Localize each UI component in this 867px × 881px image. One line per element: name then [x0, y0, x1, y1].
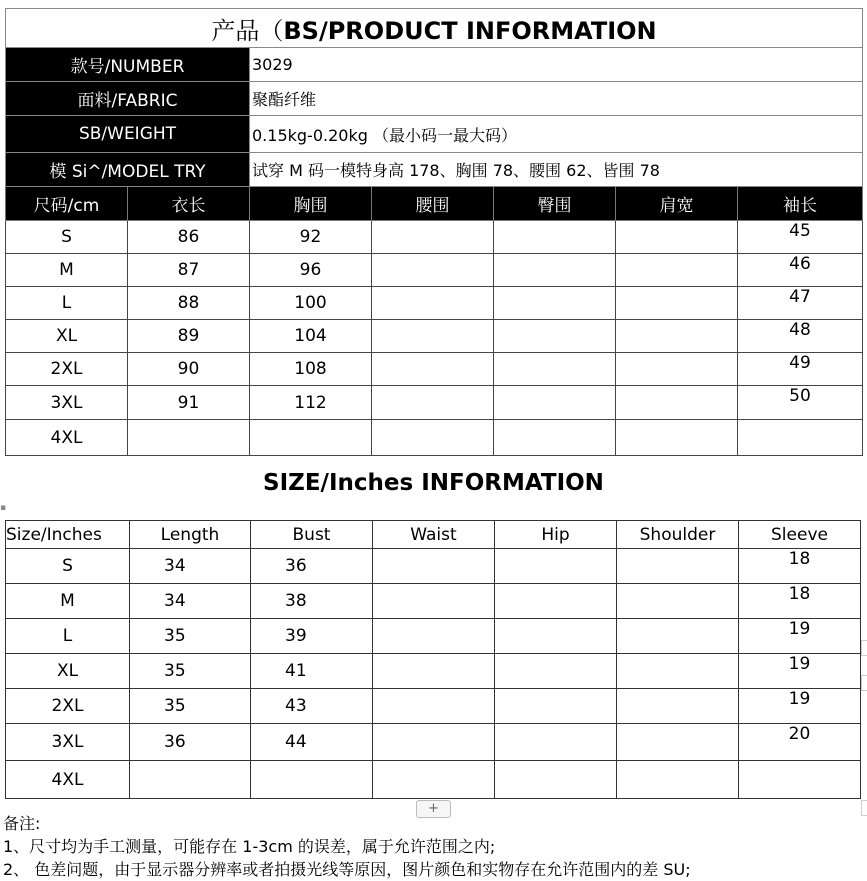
inches-size-cell: M: [6, 584, 130, 619]
cm-waist-cell: [372, 221, 494, 254]
inches-length-cell: 34: [130, 584, 251, 619]
inches-length-cell: [130, 761, 251, 799]
inches-size-cell: 2XL: [6, 689, 130, 724]
inches-waist-cell: [373, 654, 495, 689]
cm-waist-cell: [372, 287, 494, 320]
inches-waist-cell: [373, 584, 495, 619]
cm-sleeve-cell: [738, 420, 863, 456]
cm-size-cell: S: [6, 221, 128, 254]
inches-waist-cell: [373, 689, 495, 724]
inches-waist-cell: [373, 549, 495, 584]
inches-header-hip: Hip: [495, 521, 617, 549]
cm-length-cell: 90: [128, 353, 250, 386]
cm-hip-cell: [494, 221, 616, 254]
product-title-en: BS/PRODUCT INFORMATION: [283, 16, 657, 45]
inches-size-cell: 4XL: [6, 761, 130, 799]
cm-bust-cell: 104: [250, 320, 372, 353]
cm-header-waist: 腰围: [372, 187, 494, 221]
inches-hip-cell: [495, 619, 617, 654]
inches-size-row: [6, 689, 861, 724]
row-marker-icon: ▪: [0, 503, 7, 513]
cm-shoulder-cell: [616, 420, 738, 456]
inches-shoulder-cell: [617, 689, 739, 724]
inches-shoulder-cell: [617, 584, 739, 619]
inches-bust-cell: 39: [251, 619, 373, 654]
inches-hip-cell: [495, 724, 617, 761]
inches-size-rows: [6, 549, 861, 799]
cm-sleeve-cell: 49: [738, 353, 863, 386]
inches-sleeve-cell: 20: [739, 724, 861, 761]
cm-hip-cell: [494, 420, 616, 456]
add-row-button[interactable]: +: [416, 800, 451, 818]
edge-handle-icon[interactable]: [861, 800, 867, 816]
cm-waist-cell: [372, 320, 494, 353]
inches-bust-cell: 38: [251, 584, 373, 619]
inches-shoulder-cell: [617, 724, 739, 761]
inches-length-cell: 35: [130, 654, 251, 689]
cm-size-row: [6, 386, 863, 420]
cm-size-cell: 2XL: [6, 353, 128, 386]
cm-size-row: [6, 420, 863, 456]
inches-sleeve-cell: 19: [739, 619, 861, 654]
inches-bust-cell: 44: [251, 724, 373, 761]
cm-length-cell: 89: [128, 320, 250, 353]
cm-bust-cell: 112: [250, 386, 372, 420]
inches-waist-cell: [373, 761, 495, 799]
inches-size-cell: L: [6, 619, 130, 654]
inches-shoulder-cell: [617, 619, 739, 654]
inches-hip-cell: [495, 584, 617, 619]
inches-bust-cell: 41: [251, 654, 373, 689]
cm-size-cell: L: [6, 287, 128, 320]
cm-header-length: 衣长: [128, 187, 250, 221]
cm-length-cell: 91: [128, 386, 250, 420]
product-title-cn: 产品（: [211, 16, 284, 45]
weight-value: 0.15kg-0.20kg （最小码一最大码）: [250, 116, 863, 153]
cm-size-cell: M: [6, 254, 128, 287]
cm-header-hip: 臀围: [494, 187, 616, 221]
weight-label: SB/WEIGHT: [6, 116, 250, 153]
inches-header-row: [6, 521, 861, 549]
inches-length-cell: 35: [130, 619, 251, 654]
inches-sleeve-cell: 18: [739, 584, 861, 619]
cm-shoulder-cell: [616, 287, 738, 320]
cm-length-cell: [128, 420, 250, 456]
cm-size-row: [6, 353, 863, 386]
cm-hip-cell: [494, 320, 616, 353]
inches-size-cell: 3XL: [6, 724, 130, 761]
cm-size-row: [6, 320, 863, 353]
cm-bust-cell: [250, 420, 372, 456]
inches-header-length: Length: [130, 521, 251, 549]
edge-handle-icon[interactable]: [861, 640, 867, 656]
cm-bust-cell: 96: [250, 254, 372, 287]
cm-length-cell: 87: [128, 254, 250, 287]
cm-bust-cell: 92: [250, 221, 372, 254]
inches-title: SIZE/Inches INFORMATION: [263, 470, 604, 496]
product-info-table: [5, 8, 863, 456]
inches-header-size: Size/Inches: [6, 521, 130, 549]
inches-sleeve-cell: 19: [739, 689, 861, 724]
cm-header-bust: 胸围: [250, 187, 372, 221]
inches-waist-cell: [373, 724, 495, 761]
cm-size-cell: XL: [6, 320, 128, 353]
notes-section: [3, 812, 691, 881]
cm-sleeve-cell: 45: [738, 221, 863, 254]
cm-hip-cell: [494, 287, 616, 320]
inches-length-cell: 34: [130, 549, 251, 584]
cm-waist-cell: [372, 254, 494, 287]
number-label: 款号/NUMBER: [6, 48, 250, 82]
inches-shoulder-cell: [617, 654, 739, 689]
cm-size-rows: [6, 221, 863, 456]
model-try-label: 模 Si^/MODEL TRY: [6, 153, 250, 187]
cm-size-cell: 4XL: [6, 420, 128, 456]
inches-header-shoulder: Shoulder: [617, 521, 739, 549]
cm-shoulder-cell: [616, 320, 738, 353]
edge-handle-icon[interactable]: [861, 675, 867, 691]
cm-bust-cell: 108: [250, 353, 372, 386]
inches-hip-cell: [495, 654, 617, 689]
inches-size-row: [6, 549, 861, 584]
cm-shoulder-cell: [616, 353, 738, 386]
inches-hip-cell: [495, 689, 617, 724]
inches-size-row: [6, 654, 861, 689]
cm-shoulder-cell: [616, 254, 738, 287]
inches-size-row: [6, 761, 861, 799]
inches-sleeve-cell: 19: [739, 654, 861, 689]
inches-size-cell: XL: [6, 654, 130, 689]
cm-sleeve-cell: 48: [738, 320, 863, 353]
cm-length-cell: 88: [128, 287, 250, 320]
fabric-value: 聚酯纤维: [250, 82, 863, 116]
cm-shoulder-cell: [616, 386, 738, 420]
inches-header-waist: Waist: [373, 521, 495, 549]
model-try-value: 试穿 M 码一模特身高 178、胸围 78、腰围 62、皆围 78: [250, 153, 863, 187]
inches-bust-cell: [251, 761, 373, 799]
inches-bust-cell: 43: [251, 689, 373, 724]
cm-hip-cell: [494, 254, 616, 287]
inches-waist-cell: [373, 619, 495, 654]
inches-header-sleeve: Sleeve: [739, 521, 861, 549]
cm-header-sleeve: 袖长: [738, 187, 863, 221]
inches-hip-cell: [495, 761, 617, 799]
cm-hip-cell: [494, 353, 616, 386]
cm-size-row: [6, 287, 863, 320]
cm-bust-cell: 100: [250, 287, 372, 320]
number-value: 3029: [250, 48, 863, 82]
inches-sleeve-cell: 18: [739, 549, 861, 584]
cm-size-row: [6, 221, 863, 254]
inches-shoulder-cell: [617, 549, 739, 584]
inches-info-table: [5, 520, 861, 799]
cm-header-shoulder: 肩宽: [616, 187, 738, 221]
note-item: 1、尺寸均为手工测量，可能存在 1-3cm 的误差，属于允许范围之内;: [3, 837, 496, 856]
inches-header-bust: Bust: [251, 521, 373, 549]
inches-size-row: [6, 619, 861, 654]
inches-size-row: [6, 584, 861, 619]
cm-header-size: 尺码/cm: [6, 187, 128, 221]
inches-bust-cell: 36: [251, 549, 373, 584]
product-title: [6, 9, 863, 48]
note-item: 2、 色差问题，由于显示器分辨率或者拍摄光线等原因，图片颜色和实物存在允许范围内的差 SU;: [3, 860, 691, 879]
cm-waist-cell: [372, 353, 494, 386]
cm-sleeve-cell: 46: [738, 254, 863, 287]
cm-length-cell: 86: [128, 221, 250, 254]
cm-hip-cell: [494, 386, 616, 420]
inches-size-cell: S: [6, 549, 130, 584]
inches-hip-cell: [495, 549, 617, 584]
cm-sleeve-cell: 50: [738, 386, 863, 420]
cm-header-row: [6, 187, 863, 221]
cm-waist-cell: [372, 420, 494, 456]
cm-sleeve-cell: 47: [738, 287, 863, 320]
inches-sleeve-cell: [739, 761, 861, 799]
cm-waist-cell: [372, 386, 494, 420]
inches-length-cell: 36: [130, 724, 251, 761]
cm-shoulder-cell: [616, 221, 738, 254]
inches-shoulder-cell: [617, 761, 739, 799]
notes-heading: 备注:: [3, 814, 41, 833]
cm-size-cell: 3XL: [6, 386, 128, 420]
inches-size-row: [6, 724, 861, 761]
fabric-label: 面料/FABRIC: [6, 82, 250, 116]
cm-size-row: [6, 254, 863, 287]
inches-length-cell: 35: [130, 689, 251, 724]
